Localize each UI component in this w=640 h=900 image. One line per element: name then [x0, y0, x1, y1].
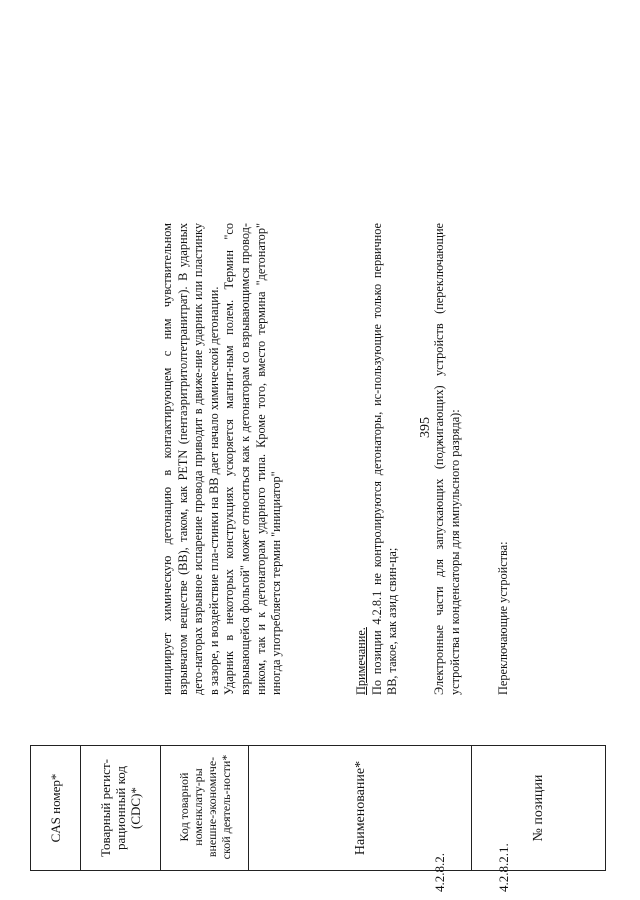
note-title: Примечание.	[354, 627, 368, 695]
note-block	[354, 223, 401, 695]
header-cell-tnved: Код товарной номенклату-ры внешне-экономиче-ской деятель-ности*	[176, 754, 233, 860]
page-number: 395	[418, 417, 433, 438]
header-cell-cdc: Товарный регист-рационный код (CDC)*	[98, 759, 143, 857]
header-cell-name: Наименование*	[352, 760, 368, 856]
description-block	[160, 223, 285, 695]
item-text-4-2-8-2-1: Переключающие устройства:	[496, 541, 510, 695]
item-number-4-2-8-2-1: 4.2.8.2.1.	[496, 843, 511, 892]
header-cell-cas: CAS номер*	[48, 773, 63, 843]
header-cell-position: № позиции	[531, 774, 546, 842]
note-text: По позиции 4.2.8.1 не контролируются детонаторы, ис-пользующие только первичное ВВ, такое, как азид свин-ца;	[369, 223, 400, 695]
description-paragraph-1: инициирует химическую детонацию в контактирующем с ним чувствительном взрывчатом веществе (ВВ), таком, как PETN (пентаэритритолтетранитрат). В ударных дето-наторах взрывное испарение провода приводит в движе-ние ударник или пластинку в зазоре, и воздействие пла-стинки на ВВ дает начало химической детонации.	[160, 223, 221, 695]
header-border-left	[30, 870, 606, 871]
item-number-4-2-8-2: 4.2.8.2.	[432, 853, 447, 892]
item-text-4-2-8-2: Электронные части для запускающих (поджигающих) устройств (переключающие устройства и конденсаторы для импульсного разряда):	[432, 223, 462, 695]
header-border-bottom	[605, 746, 606, 871]
description-paragraph-2: Ударник в некоторых конструкциях ускоряется магнит-ным полем. Термин "со взрывающейся фольгой" может относиться как к детонаторам со взрывающимся провод-ником, так и к детонаторам ударного типа. Кроме того, вместо термина "детонатор" иногда употребляется термин "инициатор"	[222, 223, 284, 695]
